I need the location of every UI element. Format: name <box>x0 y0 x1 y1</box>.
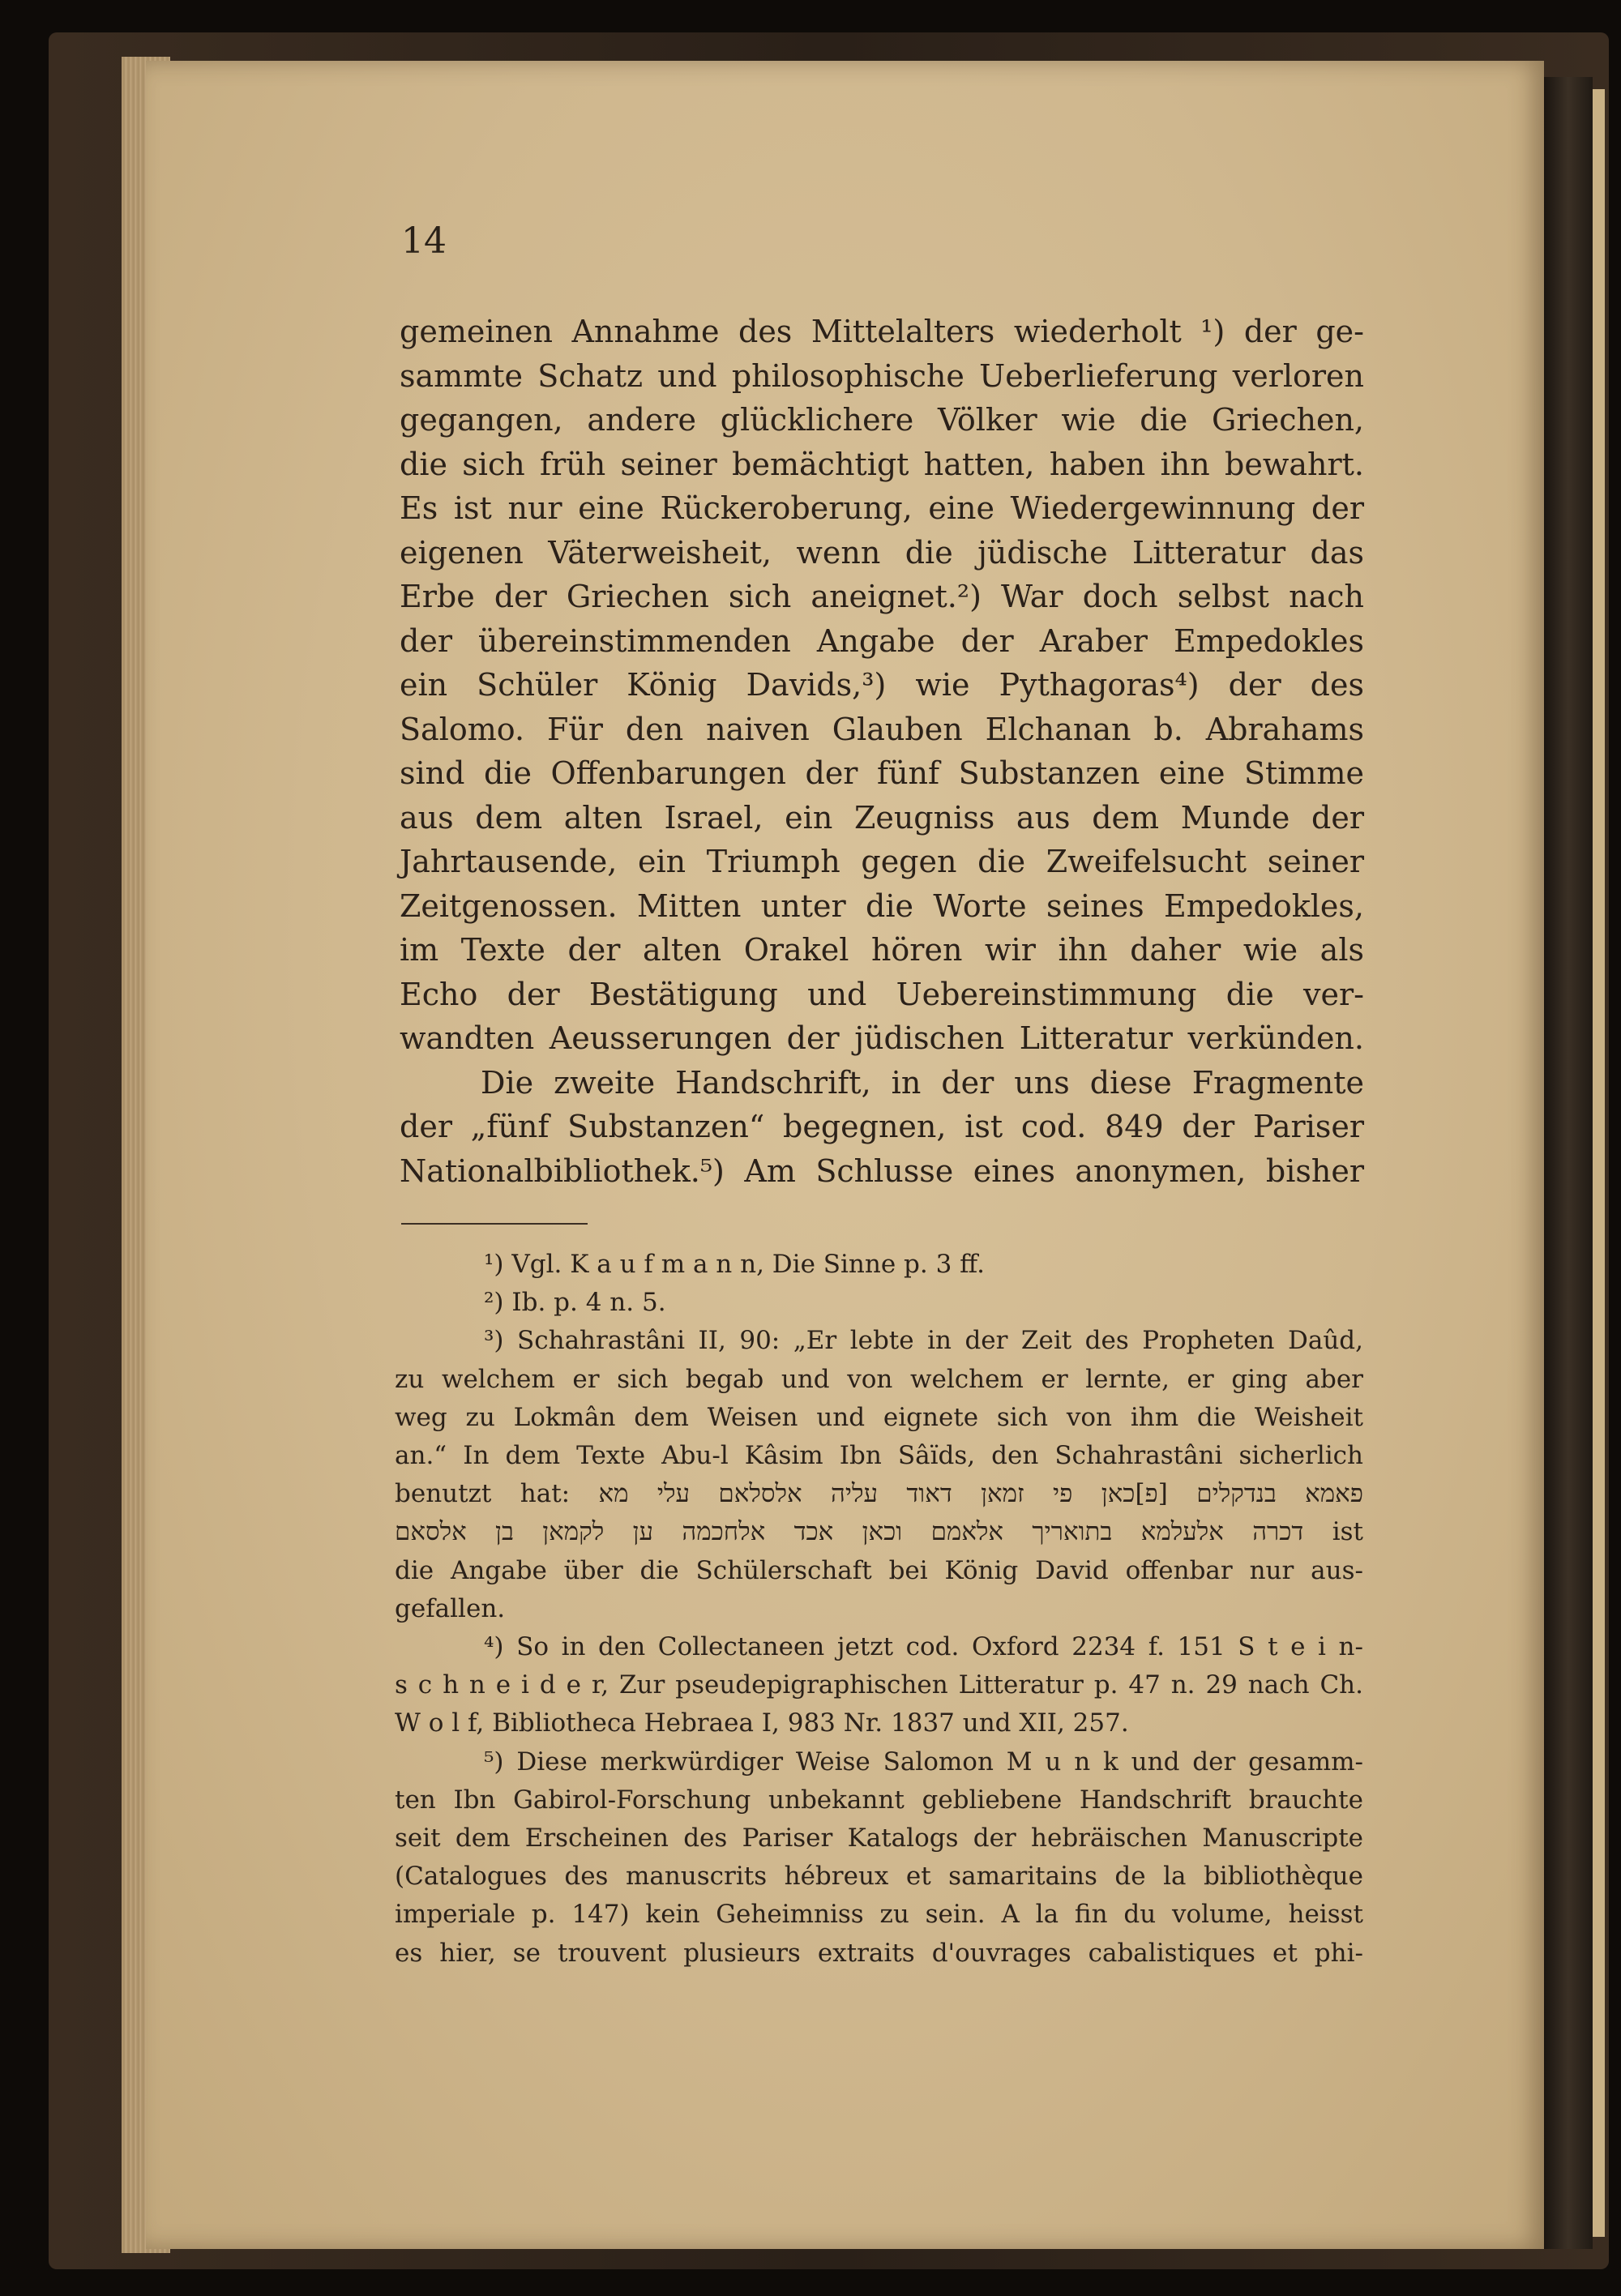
footnote-5-line: imperiale p. 147) kein Geheimniss zu sein. A la fin du volume, heisst <box>395 1900 1363 1930</box>
footnote-3-hebrew-line <box>395 1513 1363 1551</box>
body-line: eigenen Väterweisheit, wenn die jüdische Litteratur das <box>400 534 1364 571</box>
footnote-3-line: zu welchem er sich begab und von welchem er lernte, er ging aber <box>395 1364 1363 1394</box>
body-line: Die zweite Handschrift, in der uns diese Fragmente <box>481 1064 1364 1101</box>
hebrew-quote: פאמא בנדקלים [פ]כאן פי זמאן דאוד עליה אלסלאם עלי מא <box>598 1479 1363 1509</box>
book-gutter <box>1544 77 1593 2249</box>
footnote-5-line: seit dem Erscheinen des Pariser Katalogs der hebräischen Manuscripte <box>395 1824 1363 1853</box>
footnote-3-text: ist <box>1332 1517 1363 1547</box>
footnote-5-line: (Catalogues des manuscrits hébreux et samaritains de la bibliothèque <box>395 1862 1363 1892</box>
footnote-5-line: ⁵) Diese merkwürdiger Weise Salomon M u n k und der gesamm- <box>484 1747 1363 1777</box>
body-line: der „fünf Substanzen“ begegnen, ist cod. 849 der Pariser <box>400 1109 1364 1144</box>
body-line: Es ist nur eine Rückeroberung, eine Wiedergewinnung der <box>400 490 1364 526</box>
body-line: Zeitgenossen. Mitten unter die Worte seines Empedokles, <box>400 887 1364 924</box>
body-line: gegangen, andere glücklichere Völker wie die Griechen, <box>400 402 1364 438</box>
footnote-3-hebrew-line <box>395 1475 1363 1513</box>
footnote-3-text: benutzt hat: <box>395 1479 571 1509</box>
footnote-3-line: die Angabe über die Schülerschaft bei König David offenbar nur aus- <box>395 1555 1363 1585</box>
body-line: Jahrtausende, ein Triumph gegen die Zweifelsucht seiner <box>400 844 1364 879</box>
body-line: aus dem alten Israel, ein Zeugniss aus dem Munde der <box>400 799 1364 836</box>
footnote-5-line: es hier, se trouvent plusieurs extraits d'ouvrages cabalistiques et phi- <box>395 1938 1363 1968</box>
body-line: wandten Aeusserungen der jüdischen Litteratur verkünden. <box>400 1020 1364 1056</box>
footnote-3-line: an.“ In dem Texte Abu-l Kâsim Ibn Sâïds, den Schahrastâni sicherlich <box>395 1441 1363 1471</box>
body-line: Nationalbibliothek.⁵) Am Schlusse eines anonymen, bisher <box>400 1152 1364 1189</box>
body-line: sammte Schatz und philosophische Ueberlieferung verloren <box>400 357 1364 394</box>
footnote-rule <box>401 1223 588 1225</box>
body-line: Salomo. Für den naiven Glauben Elchanan b. Abrahams <box>400 711 1364 747</box>
body-line: sind die Offenbarungen der fünf Substanzen eine Stimme <box>400 755 1364 791</box>
footnote-3-line: weg zu Lokmân dem Weisen und eignete sich von ihm die Weisheit <box>395 1402 1363 1432</box>
footnote-3-line: ³) Schahrastâni II, 90: „Er lebte in der Zeit des Propheten Daûd, <box>484 1326 1363 1356</box>
body-line: der übereinstimmenden Angabe der Araber Empedokles <box>400 622 1364 659</box>
footnote-4-line: W o l f, Bibliotheca Hebraea I, 983 Nr. 1837 und XII, 257. <box>395 1708 1129 1738</box>
footnotes <box>395 1246 1363 1973</box>
body-line: die sich früh seiner bemächtigt hatten, haben ihn bewahrt. <box>400 446 1364 482</box>
body-text <box>400 310 1364 1193</box>
footnote-3-line: gefallen. <box>395 1593 506 1623</box>
body-line: Erbe der Griechen sich aneignet.²) War doch selbst nach <box>400 579 1364 614</box>
hebrew-quote: דכרה אלעלמא בתואריך אלאמם וכאן אכד אלחכמה ען לקמאן בן אלסאם <box>395 1517 1304 1547</box>
body-line: gemeinen Annahme des Mittelalters wiederholt ¹) der ge- <box>400 314 1364 349</box>
body-line: ein Schüler König Davids,³) wie Pythagoras⁴) der des <box>400 667 1364 703</box>
footnote-4-line: s c h n e i d e r, Zur pseudepigraphischen Litteratur p. 47 n. 29 nach Ch. <box>395 1670 1363 1700</box>
body-line: im Texte der alten Orakel hören wir ihn daher wie als <box>400 932 1364 968</box>
footnote-4-line: ⁴) So in den Collectaneen jetzt cod. Oxford 2234 f. 151 S t e i n- <box>484 1632 1363 1662</box>
body-line: Echo der Bestätigung und Uebereinstimmung die ver- <box>400 976 1364 1012</box>
footnote-2: ²) Ib. p. 4 n. 5. <box>484 1288 666 1318</box>
page-number: 14 <box>401 220 447 262</box>
footnote-5-line: ten Ibn Gabirol-Forschung unbekannt gebliebene Handschrift brauchte <box>395 1785 1363 1815</box>
footnote-1: ¹) Vgl. K a u f m a n n, Die Sinne p. 3 ff. <box>484 1250 985 1279</box>
